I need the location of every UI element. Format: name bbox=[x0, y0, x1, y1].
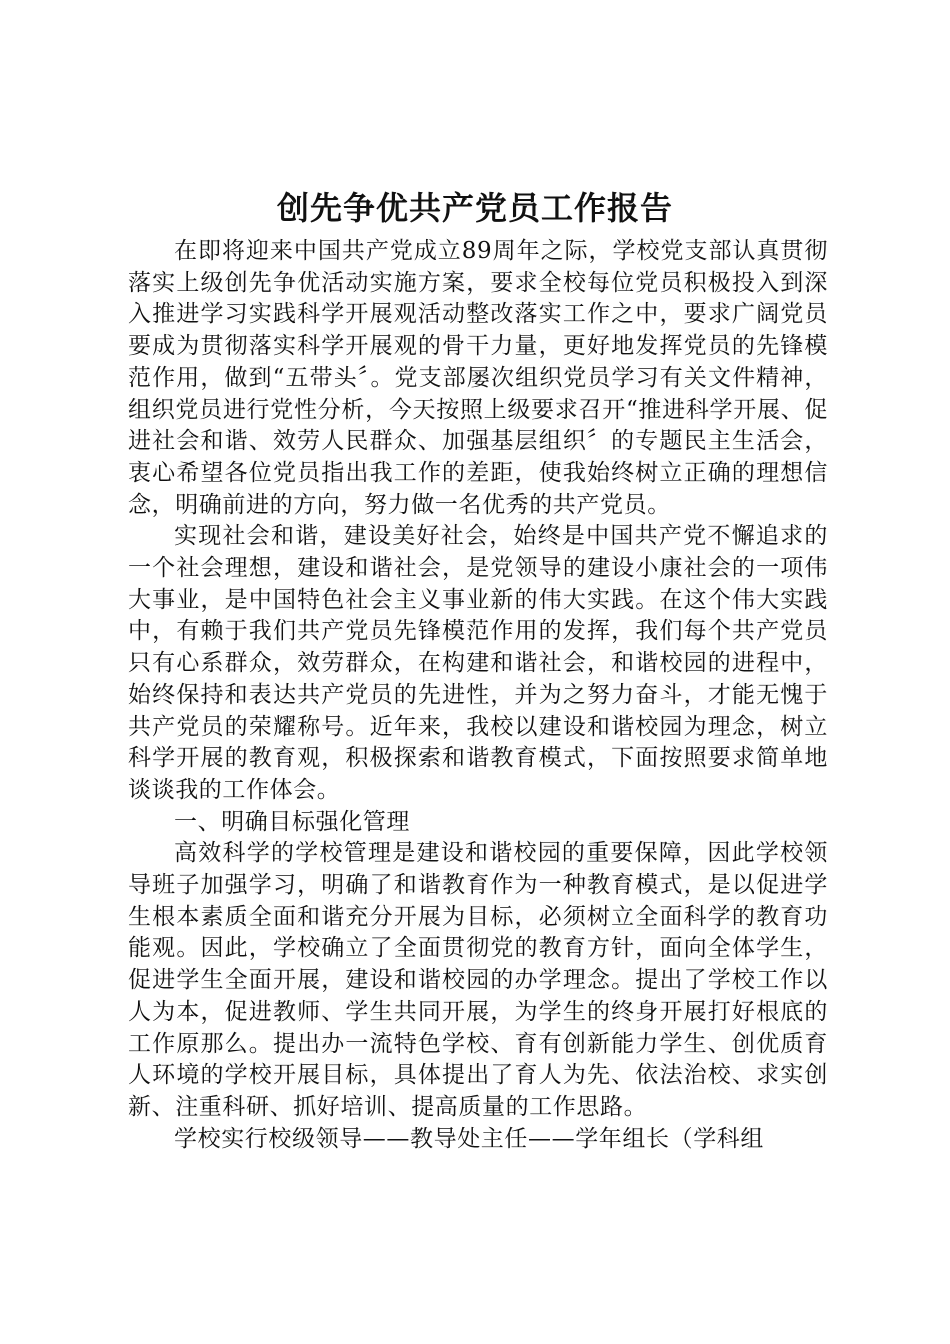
paragraph-harmony: 实现社会和谐，建设美好社会，始终是中国共产党不懈追求的一个社会理想，建设和谐社会，是党领导的建设小康社会的一项伟大事业，是中国特色社会主义事业新的伟大实践。在这个伟大实践中，有赖于我们共产党员先锋模范作用的发挥，我们每个共产党员只有心系群众，效劳群众，在构建和谐社会，和谐校园的进程中，始终保持和表达共产党员的先进性，并为之努力奋斗，才能无愧于共产党员的荣耀称号。近年来，我校以建设和谐校园为理念，树立科学开展的教育观，积极探索和谐教育模式，下面按照要求简单地谈谈我的工作体会。 bbox=[128, 523, 828, 803]
document-title: 创先争优共产党员工作报告 bbox=[276, 189, 673, 227]
paragraph-intro: 在即将迎来中国共产党成立89周年之际，学校党支部认真贯彻落实上级创先争优活动实施方案，要求全校每位党员积极投入到深入推进学习实践科学开展观活动整改落实工作之中，要求广阔党员要成为贯彻落实科学开展观的骨干力量，更好地发挥党员的先锋模范作用，做到“五带头〞。党支部屡次组织党员学习有关文件精神，组织党员进行党性分析，今天按照上级要求召开“推进科学开展、促进社会和谐、效劳人民群众、加强基层组织〞的专题民主生活会，衷心希望各位党员指出我工作的差距，使我始终树立正确的理想信念，明确前进的方向，努力做一名优秀的共产党员。 bbox=[128, 238, 828, 518]
paragraph-leadership: 学校实行校级领导——教导处主任——学年组长（学科组 bbox=[174, 1125, 764, 1152]
paragraph-management: 高效科学的学校管理是建设和谐校园的重要保障，因此学校领导班子加强学习，明确了和谐教育作为一种教育模式，是以促进学生根本素质全面和谐充分开展为目标，必须树立全面科学的教育功能观。因此，学校确立了全面贯彻党的教育方针，面向全体学生，促进学生全面开展，建设和谐校园的办学理念。提出了学校工作以人为本，促进教师、学生共同开展，为学生的终身开展打好根底的工作原那么。提出办一流特色学校、育有创新能力学生、创优质育人环境的学校开展目标，具体提出了育人为先、依法治校、求实创新、注重科研、抓好培训、提高质量的工作思路。 bbox=[128, 840, 828, 1120]
document-body bbox=[128, 236, 828, 1155]
section-heading: 一、明确目标强化管理 bbox=[174, 808, 410, 835]
